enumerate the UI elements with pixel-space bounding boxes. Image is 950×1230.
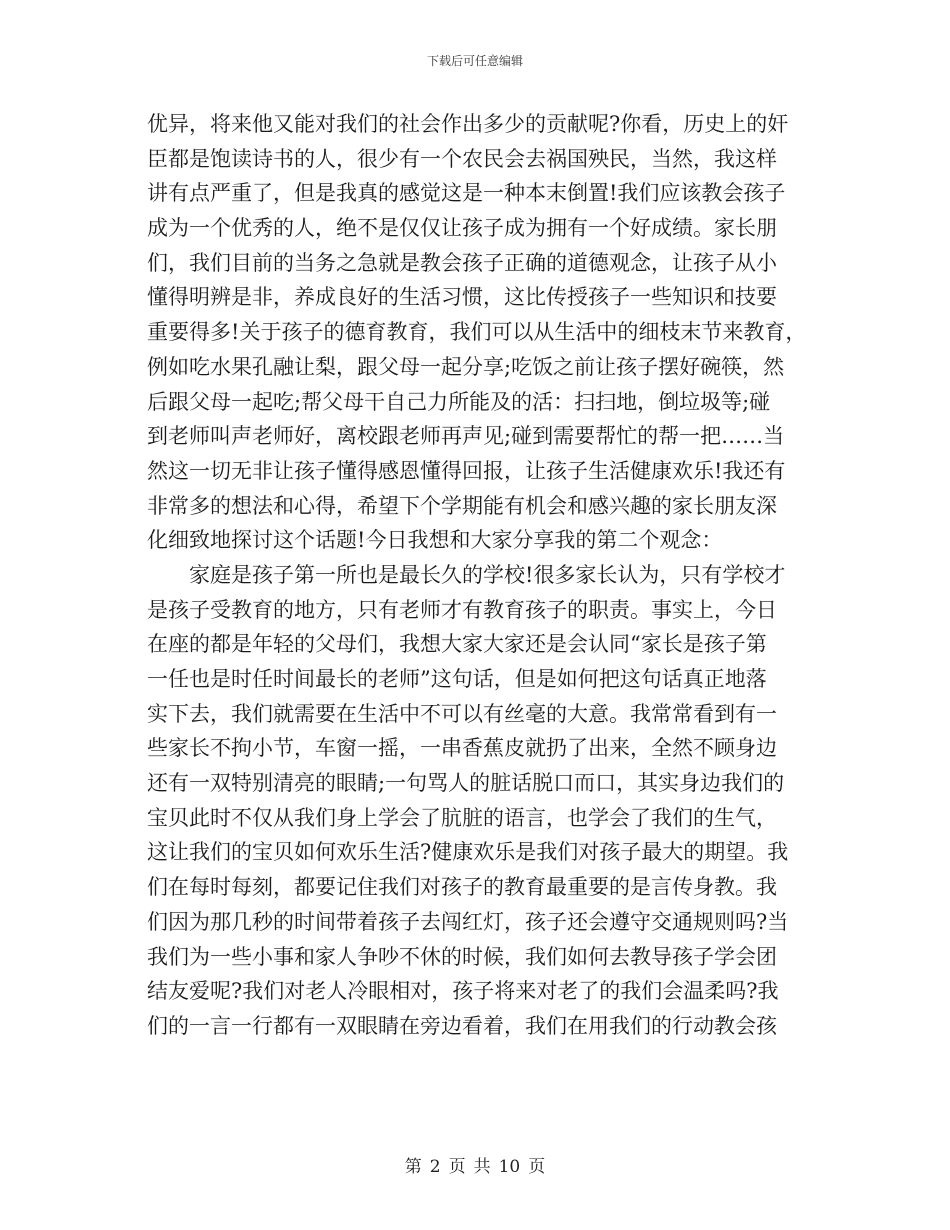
page-header: 下载后可任意编辑 <box>426 54 523 68</box>
text-line: 例如吃水果孔融让梨，跟父母一起分享;吃饭之前让孩子摆好碗筷，然 <box>147 354 785 379</box>
text-line: 还有一双特别清亮的眼睛;一句骂人的脏话脱口而口，其实身边我们的 <box>147 771 785 796</box>
text-line: 化细致地探讨这个话题!今日我想和大家分享我的第二个观念： <box>147 528 723 553</box>
text-line: 后跟父母一起吃;帮父母干自己力所能及的活：扫扫地，倒垃圾等;碰 <box>147 389 771 414</box>
text-line: 一任也是时任时间最长的老师”这句话，但是如何把这句话真正地落 <box>147 667 767 691</box>
current-page-number: 2 <box>429 1157 441 1177</box>
text-line: 是孩子受教育的地方，只有老师才有教育孩子的职责。事实上，今日 <box>147 597 777 622</box>
text-line: 宝贝此时不仅从我们身上学会了肮脏的语言，也学会了我们的生气， <box>147 805 777 830</box>
text-line: 懂得明辨是非，养成良好的生活习惯，这比传授孩子一些知识和技要 <box>147 285 777 310</box>
text-line: 们，我们目前的当务之急就是教会孩子正确的道德观念，让孩子从小 <box>147 250 777 275</box>
text-line: 重要得多!关于孩子的德育教育，我们可以从生活中的细枝末节来教育， <box>147 320 807 345</box>
text-line: 到老师叫声老师好，离校跟老师再声见;碰到需要帮忙的帮一把……当 <box>147 424 785 449</box>
text-line: 们在每时每刻，都要记住我们对孩子的教育最重要的是言传身教。我 <box>147 875 777 900</box>
total-page-count: 10 <box>498 1157 521 1177</box>
footer-ye: 页 <box>448 1157 466 1177</box>
text-line: 们因为那几秒的时间带着孩子去闯红灯，孩子还会遵守交通规则吗?当 <box>147 909 789 934</box>
document-body <box>147 107 809 1044</box>
footer-ye-end: 页 <box>528 1157 546 1177</box>
text-line: 我们为一些小事和家人争吵不休的时候，我们如何去教导孩子学会团 <box>147 944 777 969</box>
footer-di: 第 <box>404 1157 422 1177</box>
paragraph-start-line: 家庭是孩子第一所也是最长久的学校!很多家长认为，只有学校才 <box>189 562 786 587</box>
text-line: 然这一切无非让孩子懂得感恩懂得回报，让孩子生活健康欢乐!我还有 <box>147 458 786 483</box>
page-footer <box>0 1152 950 1177</box>
footer-gong: 共 <box>473 1157 491 1177</box>
text-line: 这让我们的宝贝如何欢乐生活?健康欢乐是我们对孩子最大的期望。我 <box>147 840 789 865</box>
text-line: 实下去，我们就需要在生活中不可以有丝毫的大意。我常常看到有一 <box>147 701 777 726</box>
text-line: 臣都是饱读诗书的人，很少有一个农民会去祸国殃民，当然，我这样 <box>147 146 777 171</box>
text-line: 非常多的想法和心得，希望下个学期能有机会和感兴趣的家长朋友深 <box>147 493 777 518</box>
text-line: 成为一个优秀的人，绝不是仅仅让孩子成为拥有一个好成绩。家长朋 <box>147 216 777 241</box>
text-line: 结友爱呢?我们对老人冷眼相对，孩子将来对老了的我们会温柔吗?我 <box>147 979 779 1004</box>
text-line: 讲有点严重了，但是我真的感觉这是一种本末倒置!我们应该教会孩子 <box>147 181 786 206</box>
text-line: 些家长不拘小节，车窗一摇，一串香蕉皮就扔了出来，全然不顾身边 <box>147 736 777 761</box>
text-line: 优异，将来他又能对我们的社会作出多少的贡献呢?你看，历史上的奸 <box>147 112 789 136</box>
text-line: 在座的都是年轻的父母们，我想大家大家还是会认同“家长是孩子第 <box>147 632 767 657</box>
text-line: 们的一言一行都有一双眼睛在旁边看着，我们在用我们的行动教会孩 <box>147 1013 777 1038</box>
